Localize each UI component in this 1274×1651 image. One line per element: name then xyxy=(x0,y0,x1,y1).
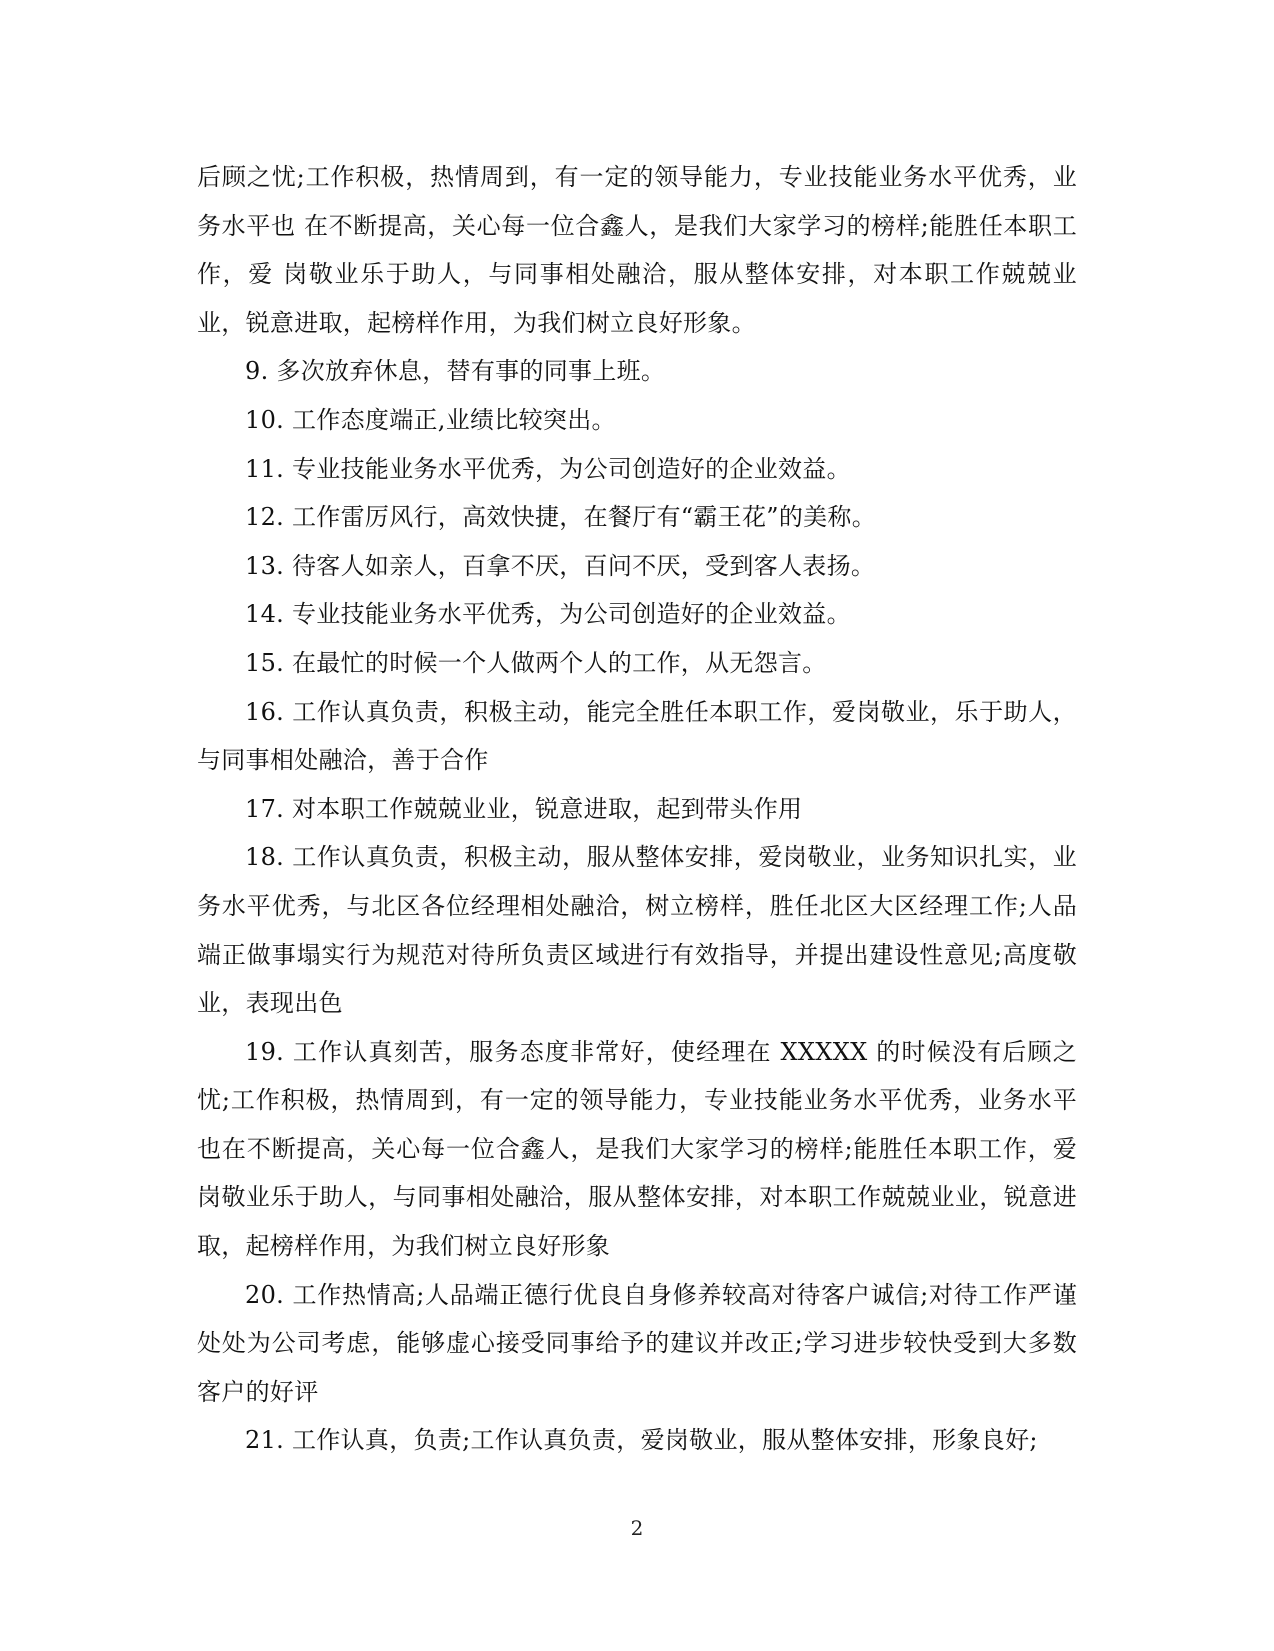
list-item-13: 13. 待客人如亲人，百拿不厌，百问不厌，受到客人表扬。 xyxy=(245,551,876,580)
list-item-17: 17. 对本职工作兢兢业业，锐意进取，起到带头作用 xyxy=(245,794,803,823)
list-item-14: 14. 专业技能业务水平优秀，为公司创造好的企业效益。 xyxy=(245,600,851,629)
list-item-16: 16. 工作认真负责，积极主动，能完全胜任本职工作，爱岗敬业，乐于助人，与同事相处融洽，善于合作 xyxy=(197,697,1077,775)
page-number: 2 xyxy=(630,1516,644,1540)
list-item-11: 11. 专业技能业务水平优秀，为公司创造好的企业效益。 xyxy=(245,454,851,483)
paragraph-continuation: 后顾之忧;工作积极，热情周到，有一定的领导能力，专业技能业务水平优秀，业务水平也 在不断提高，关心每一位合鑫人，是我们大家学习的榜样;能胜任本职工作，爱 岗敬业乐于助人，与同事相处融洽，服从整体安排，对本职工作兢兢业业，锐意进取，起榜样作用，为我们树立良好形象。 xyxy=(197,163,1077,337)
list-item-15: 15. 在最忙的时候一个人做两个人的工作，从无怨言。 xyxy=(245,648,827,677)
document-body xyxy=(197,153,1077,1465)
list-item-19: 19. 工作认真刻苦，服务态度非常好，使经理在 XXXXX 的时候没有后顾之忧;工作积极，热情周到，有一定的领导能力，专业技能业务水平优秀，业务水平也在不断提高，关心每一位合鑫人，是我们大家学习的榜样;能胜任本职工作，爱岗敬业乐于助人，与同事相处融洽，服从整体安排，对本职工作兢兢业业，锐意进取，起榜样作用，为我们树立良好形象 xyxy=(197,1037,1077,1261)
list-item-21: 21. 工作认真，负责;工作认真负责，爱岗敬业，服从整体安排，形象良好; xyxy=(245,1426,1038,1455)
list-item-12: 12. 工作雷厉风行，高效快捷，在餐厅有“霸王花”的美称。 xyxy=(245,503,877,532)
list-item-10: 10. 工作态度端正,业绩比较突出。 xyxy=(245,405,616,434)
list-item-9: 9. 多次放弃休息，替有事的同事上班。 xyxy=(245,357,666,386)
list-item-20: 20. 工作热情高;人品端正德行优良自身修养较高对待客户诚信;对待工作严谨处处为公司考虑，能够虚心接受同事给予的建议并改正;学习进步较快受到大多数客户的好评 xyxy=(197,1280,1077,1406)
list-item-18: 18. 工作认真负责，积极主动，服从整体安排，爱岗敬业，业务知识扎实，业务水平优秀，与北区各位经理相处融洽，树立榜样，胜任北区大区经理工作;人品端正做事塌实行为规范对待所负责区域进行有效指导，并提出建设性意见;高度敬业，表现出色 xyxy=(197,843,1077,1018)
